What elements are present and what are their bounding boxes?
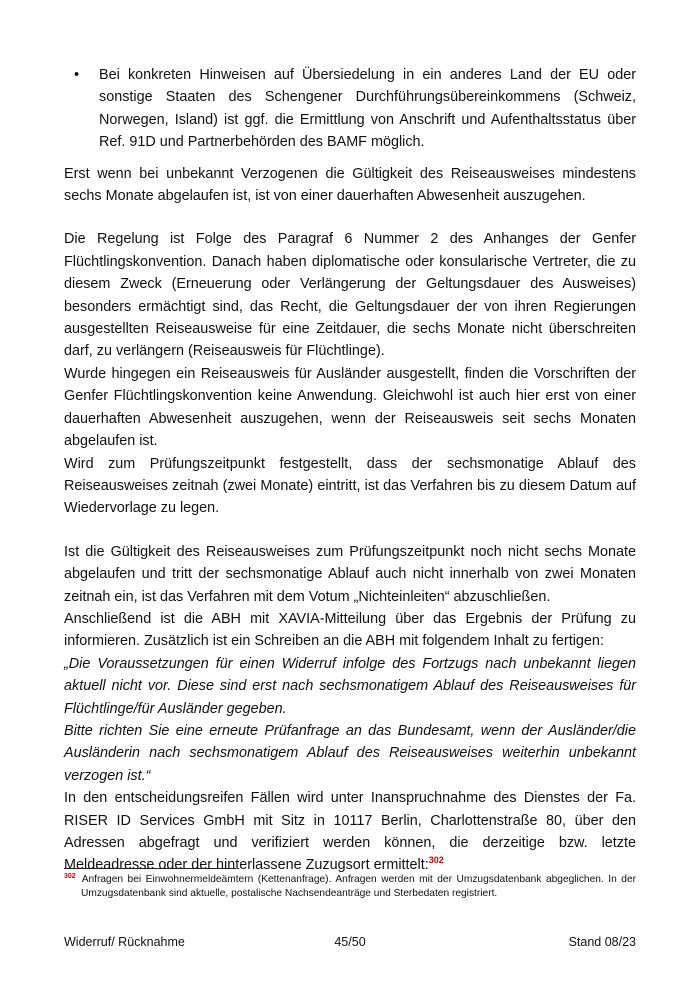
- bullet-list-item: [64, 64, 636, 154]
- riser-service-text: In den entscheidungsreifen Fällen wird unter Inanspruchnahme des Dienstes der Fa. RISER ID Services GmbH mit Sitz in 10117 Berlin, Charlottenstraße 80, über den Adressen abgefragt und verifiziert werden können, die derzeitige bzw. letzte Meldeadresse oder der hinterlassene Zuzugsort ermittelt:: [64, 790, 636, 874]
- paragraph-foreigner-passport: Wurde hingegen ein Reiseausweis für Ausländer ausgestellt, finden die Vorschriften der Genfer Flüchtlingskonvention keine Anwendung. Gleichwohl ist auch hier erst von einer dauerhaften Abwesenheit auszugehen, wenn der Reiseausweis seit sechs Monaten abgelaufen ist.: [64, 365, 636, 450]
- footer-document-title: Widerruf/ Rücknahme: [64, 935, 185, 949]
- footnote-divider: [64, 868, 236, 869]
- paragraph-abh-notice: Anschließend ist die ABH mit XAVIA-Mitteilung über das Ergebnis der Prüfung zu informieren. Zusätzlich ist ein Schreiben an die ABH mit folgendem Inhalt zu fertigen:: [64, 610, 636, 650]
- footnote-reference[interactable]: 302: [428, 855, 444, 866]
- quote-conditions: „Die Voraussetzungen für einen Widerruf infolge des Fortzugs nach unbekannt liegen aktuell nicht vor. Diese sind erst nach sechsmonatigem Ablauf des Reiseausweises für Flüchtlinge/für Ausländer gegeben.: [64, 655, 636, 717]
- main-content: [64, 64, 636, 877]
- footnote-body: [64, 873, 636, 900]
- quote-request: Bitte richten Sie eine erneute Prüfanfrage an das Bundesamt, wenn der Ausländer/die Ausländerin nach sechsmonatigem Ablauf des Reiseausweises weiterhin unbekannt verzogen ist.“: [64, 722, 636, 784]
- paragraph-geneva-convention: Die Regelung ist Folge des Paragraf 6 Nummer 2 des Anhanges der Genfer Flüchtlingskonvention. Danach haben diplomatische oder konsularische Vertreter, die zu diesem Zweck (Erneuerung oder Verlängerung der Geltungsdauer des Ausweises) besonders ermächtigt sind, das Recht, die Geltungsdauer der von ihren Regierungen ausgestellten Reiseausweise für eine Zeitdauer, die sechs Monate nicht überschreiten darf, zu verlängern (Reiseausweis für Flüchtlinge).: [64, 231, 636, 360]
- paragraph-resubmission: Wird zum Prüfungszeitpunkt festgestellt, dass der sechsmonatige Ablauf des Reiseausweises zeitnah (zwei Monate) eintritt, ist das Verfahren bis zu diesem Datum auf Wiedervorlage zu legen.: [64, 455, 636, 517]
- bullet-marker: •: [74, 67, 80, 83]
- paragraph-riser-service: [64, 787, 636, 877]
- paragraph-not-initiate: Ist die Gültigkeit des Reiseausweises zum Prüfungszeitpunkt noch nicht sechs Monate abgelaufen und tritt der sechsmonatige Ablauf auch nicht innerhalb von zwei Monaten zeitnah ein, ist das Verfahren mit dem Votum „Nichteinleiten“ abzuschließen.: [64, 543, 636, 605]
- footnote-text: Anfragen bei Einwohnermeldeämtern (Kettenanfrage). Anfragen werden mit der Umzugsdatenbank abgeglichen. In der Umzugsdatenbank sind aktuelle, postalische Nachsendeanträge und Sterbedaten registriert.: [81, 874, 636, 899]
- footnote: [64, 873, 636, 900]
- footer-version: Stand 08/23: [568, 935, 636, 949]
- bullet-text: Bei konkreten Hinweisen auf Übersiedelung in ein anderes Land der EU oder sonstige Staaten des Schengener Durchführungsübereinkommens (Schweiz, Norwegen, Island) ist ggf. die Ermittlung von Anschrift und Aufenthaltsstatus über Ref. 91D und Partnerbehörden des BAMF möglich.: [99, 67, 636, 151]
- footer-page-number: 45/50: [334, 935, 366, 949]
- paragraph-validity: Erst wenn bei unbekannt Verzogenen die Gültigkeit des Reiseausweises mindestens sechs Monate abgelaufen ist, ist von einer dauerhaften Abwesenheit auszugehen.: [64, 165, 636, 205]
- footnote-number: 302: [64, 872, 76, 880]
